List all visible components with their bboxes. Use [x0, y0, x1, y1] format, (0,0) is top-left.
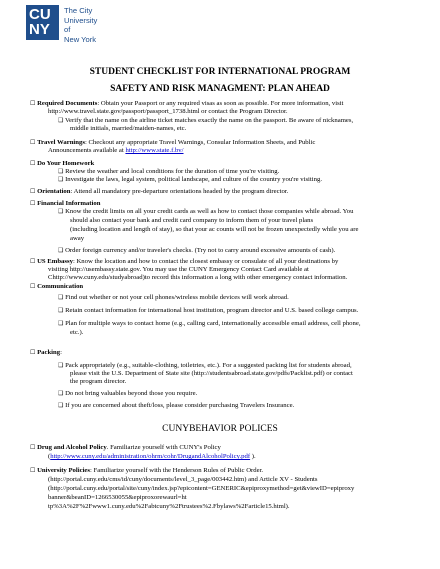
logo-line4: New York	[64, 34, 97, 44]
open-paren: (	[48, 453, 51, 460]
item-label: Packing	[37, 349, 61, 356]
orientation-item	[30, 188, 288, 196]
sub-text: Pack appropriately (e.g., suitable-clothing, toiletries, etc.). For a suggested packing list for students abroad,	[65, 362, 352, 369]
packing-sub2	[58, 390, 197, 398]
sub-text: Retain contact information for international host institution, program director and U.S. based college campus.	[65, 307, 359, 314]
checkbox-icon[interactable]: ☐	[30, 140, 36, 146]
university-policies-cont2: (http://portal.cuny.edu/portal/site/cuny/index.jsp?epicontent=GENERIC&epiproxymethod=get&viewID=epiproxy	[48, 485, 355, 492]
required-documents-sub-cont: middle initials, married/maiden-names, etc.	[70, 125, 187, 132]
logo-line1: The City	[64, 6, 93, 15]
section-title-safety: SAFETY AND RISK MANAGMENT: PLAN AHEAD	[110, 84, 330, 94]
bullet-icon: ❑	[58, 403, 64, 409]
item-text: : Familiarize yourself with the Henderson Rules of Public Order.	[90, 467, 264, 474]
packing-sub1-b: please visit the U.S. Department of State site (http://studentsabroad.state.gov/pdfs/Packlist.pdf) or contact	[70, 370, 353, 377]
bullet-icon: ❑	[58, 308, 64, 314]
sub-text: Order foreign currency and/or traveler's checks. (Try not to carry around excessive amounts of cash).	[65, 247, 336, 254]
packing-item	[30, 349, 62, 357]
packing-sub3	[58, 402, 294, 410]
logo-mark-line1: CU	[29, 6, 51, 23]
sub-text: Know the credit limits on all your credit cards as well as how to contact those companies while abroad. You	[65, 208, 354, 215]
item-label: Travel Warnings	[37, 139, 85, 146]
sub-text: Plan for multiple ways to contact home (e.g., calling card, internationally accessible email address, cell phone,	[65, 320, 361, 327]
checkbox-icon[interactable]: ☐	[30, 101, 36, 107]
communication-sub1	[58, 294, 289, 302]
required-documents-item	[30, 100, 343, 108]
item-label: Financial Information	[37, 200, 101, 207]
item-label: US Embassy	[37, 258, 73, 265]
bullet-icon: ❑	[58, 209, 64, 215]
sub-text: Do not bring valuables beyond those you require.	[65, 390, 198, 397]
packing-sub1-c: the program director.	[70, 378, 127, 385]
item-label: Do Your Homework	[37, 160, 95, 167]
bullet-icon: ❑	[58, 248, 64, 254]
item-label: Orientation	[37, 188, 71, 195]
sub-text: If you are concerned about theft/loss, please consider purchasing Travelers Insurance.	[65, 402, 295, 409]
communication-sub3-b: etc.).	[70, 329, 84, 336]
us-embassy-item	[30, 258, 338, 266]
logo-mark-line2: NY	[29, 21, 50, 38]
sub-text: Review the weather and local conditions for the duration of time you're visiting.	[65, 168, 280, 175]
label-colon: :	[60, 349, 62, 356]
us-embassy-cont2: Chttp://www.cuny.edu/studyabroad)to record this information a long with other emergency contact information.	[48, 274, 348, 281]
item-label: Communication	[37, 283, 84, 290]
item-text: . Familiarize yourself with CUNY's Policy	[106, 444, 221, 451]
financial-item	[30, 200, 100, 208]
checkbox-icon[interactable]: ☐	[30, 189, 36, 195]
drug-policy-cont	[48, 453, 256, 461]
bullet-icon: ❑	[58, 321, 64, 327]
us-embassy-cont1: visiting http://usembassy.state.gov. You may use the CUNY Emergency Contact Card available at	[48, 266, 309, 273]
homework-item	[30, 160, 94, 168]
required-documents-cont: http://www.travel.state.gov/passport/passport_1738.html or contact the Program Director.	[48, 108, 288, 115]
checkbox-icon[interactable]: ☐	[30, 284, 36, 290]
communication-sub3	[58, 320, 361, 328]
item-label: University Policies	[37, 467, 90, 474]
close-paren: ).	[250, 453, 256, 460]
sub-text: Find out whether or not your cell phones/wireless mobile devices will work abroad.	[65, 294, 289, 301]
financial-sub1-d: away	[70, 235, 85, 242]
logo-wordmark	[64, 6, 97, 44]
sub-text: Investigate the laws, legal system, political landscape, and culture of the country you're visiting.	[65, 176, 322, 183]
checkbox-icon[interactable]: ☐	[30, 350, 36, 356]
cuny-logo	[26, 5, 146, 45]
item-text: : Know the location and how to contact the closest embassy or consulate of all your destinations by	[72, 258, 339, 265]
university-policies-cont1: (http://portal.cuny.edu/cms/id/cuny/documents/level_3_page/003442.htm) and Article XV - Students	[48, 476, 318, 483]
checkbox-icon[interactable]: ☐	[30, 468, 36, 474]
bullet-icon: ❑	[58, 363, 64, 369]
homework-sub2	[58, 176, 322, 184]
university-policies-cont3: banner&beanID=1266530055&epiproxorewaurl=ht	[48, 494, 187, 501]
communication-sub2	[58, 307, 358, 315]
item-text: : Attend all mandatory pre-departure orientations headed by the program director.	[70, 188, 289, 195]
bullet-icon: ❑	[58, 391, 64, 397]
cuny-logo-mark	[26, 5, 59, 40]
university-policies-cont4: tp%3A%2F%2Fwww1.cuny.edu%2Fabtcuny%2Ftrustees%2.Fbylaws%2Farticle15.html).	[48, 503, 290, 510]
checkbox-icon[interactable]: ☐	[30, 445, 36, 451]
logo-line3: of	[64, 25, 71, 35]
cont-prefix: Announcements available at	[48, 147, 126, 154]
page-title: STUDENT CHECKLIST FOR INTERNATIONAL PROGRAM	[89, 67, 351, 77]
drug-policy-item	[30, 444, 221, 452]
travel-warnings-cont	[48, 147, 184, 155]
checkbox-icon[interactable]: ☐	[30, 259, 36, 265]
checkbox-icon[interactable]: ☐	[30, 201, 36, 207]
item-text: : Checkout any appropriate Travel Warnings, Consular Information Sheets, and Public	[84, 139, 316, 146]
drug-policy-link[interactable]: http://www.cuny.edu/administration/ohrm/cohr/DrugandAlcoholPolicy.pdf	[50, 453, 251, 460]
packing-sub1	[58, 362, 352, 370]
financial-sub1	[58, 208, 354, 216]
sub-text: Verify that the name on the airline ticket matches exactly the name on the passport. Be aware of nicknames,	[64, 117, 354, 124]
logo-line2: University	[64, 15, 98, 25]
checkbox-icon[interactable]: ☐	[30, 161, 36, 167]
bullet-icon: ❑	[58, 177, 64, 183]
financial-sub1-b: should also contact your bank and credit card company to inform them of your travel plans	[70, 217, 314, 224]
required-documents-sub	[58, 117, 353, 125]
financial-sub1-c: (including location and length of stay), so that your ac counts will not be frozen unexpectedly while you are	[70, 226, 359, 233]
item-text: : Obtain your Passport or any required visas as soon as possible. For more information, visit	[97, 100, 344, 107]
item-label: Drug and Alcohol Policy	[37, 444, 107, 451]
state-gov-link[interactable]: http://www.state.f.bv/	[125, 147, 184, 154]
bullet-icon: ❑	[58, 118, 64, 124]
bullet-icon: ❑	[58, 169, 64, 175]
university-policies-item	[30, 467, 263, 475]
homework-sub1	[58, 168, 279, 176]
communication-item	[30, 283, 83, 291]
financial-sub2	[58, 247, 335, 255]
travel-warnings-item	[30, 139, 315, 147]
item-label: Required Documents	[37, 100, 98, 107]
section-title-behavior: CUNYBEHAVIOR POLICES	[162, 424, 278, 434]
bullet-icon: ❑	[58, 295, 64, 301]
